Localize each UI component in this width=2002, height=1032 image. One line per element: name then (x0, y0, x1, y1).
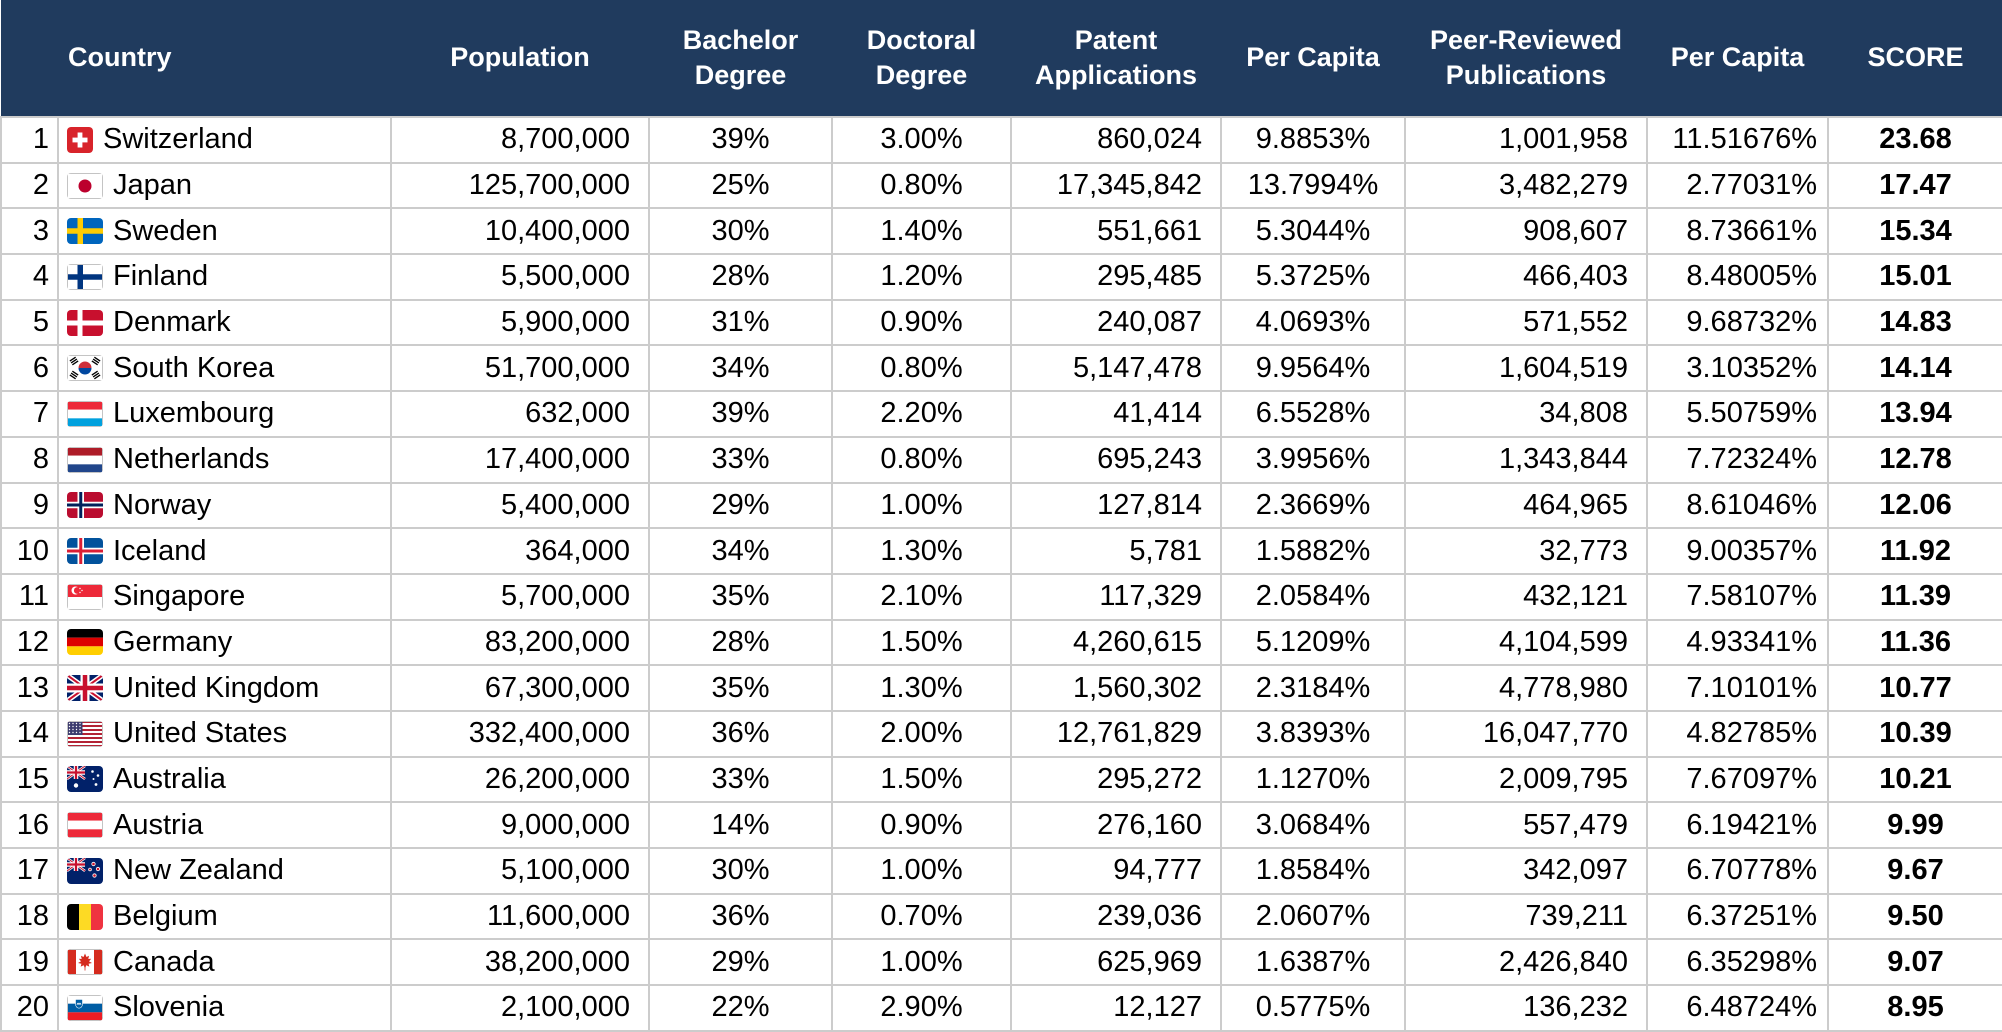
rank-cell[interactable]: 12 (1, 620, 58, 666)
country-cell[interactable] (58, 345, 391, 391)
table-row (1, 757, 2002, 803)
header-bachelor-degree[interactable]: Bachelor Degree (649, 0, 832, 117)
country-cell[interactable] (58, 894, 391, 940)
score-cell[interactable]: 15.01 (1828, 254, 2002, 300)
flag-japan-icon (67, 173, 103, 199)
flag-australia-icon (67, 766, 103, 792)
country-name: Iceland (113, 534, 207, 567)
publications-per-capita-cell[interactable]: 3.10352% (1647, 345, 1828, 391)
publications-per-capita-cell[interactable]: 6.70778% (1647, 848, 1828, 894)
table-body (1, 117, 2002, 1031)
country-cell[interactable] (58, 620, 391, 666)
country-name: Denmark (113, 306, 231, 339)
score-cell[interactable]: 23.68 (1828, 117, 2002, 163)
publications-per-capita-cell[interactable]: 8.73661% (1647, 208, 1828, 254)
publications-cell[interactable]: 34,808 (1405, 391, 1647, 437)
publications-per-capita-cell[interactable]: 7.10101% (1647, 665, 1828, 711)
patent-applications-cell[interactable]: 551,661 (1011, 208, 1221, 254)
flag-netherlands-icon (67, 447, 103, 473)
table-row (1, 437, 2002, 483)
score-cell[interactable]: 12.06 (1828, 483, 2002, 529)
country-name: United States (113, 717, 288, 750)
flag-canada-icon (67, 949, 103, 975)
bachelor-degree-cell[interactable]: 29% (649, 939, 832, 985)
table-row (1, 254, 2002, 300)
country-cell[interactable] (58, 300, 391, 346)
table-row (1, 802, 2002, 848)
publications-cell[interactable]: 32,773 (1405, 528, 1647, 574)
publications-cell[interactable]: 342,097 (1405, 848, 1647, 894)
country-name: New Zealand (113, 854, 284, 887)
country-cell[interactable] (58, 528, 391, 574)
score-cell[interactable]: 17.47 (1828, 163, 2002, 209)
patents-per-capita-cell[interactable]: 1.1270% (1221, 757, 1405, 803)
table-row (1, 208, 2002, 254)
population-cell[interactable]: 125,700,000 (391, 163, 649, 209)
doctoral-degree-cell[interactable]: 1.30% (832, 665, 1011, 711)
country-cell[interactable] (58, 985, 391, 1031)
patents-per-capita-cell[interactable]: 13.7994% (1221, 163, 1405, 209)
rank-cell[interactable]: 13 (1, 665, 58, 711)
score-cell[interactable]: 10.77 (1828, 665, 2002, 711)
flag-germany-icon (67, 629, 103, 655)
score-cell[interactable]: 12.78 (1828, 437, 2002, 483)
population-cell[interactable]: 10,400,000 (391, 208, 649, 254)
rank-cell[interactable]: 19 (1, 939, 58, 985)
bachelor-degree-cell[interactable]: 36% (649, 711, 832, 757)
publications-cell[interactable]: 432,121 (1405, 574, 1647, 620)
publications-per-capita-cell[interactable]: 4.82785% (1647, 711, 1828, 757)
patent-applications-cell[interactable]: 695,243 (1011, 437, 1221, 483)
rank-cell[interactable]: 2 (1, 163, 58, 209)
table-row (1, 894, 2002, 940)
bachelor-degree-cell[interactable]: 33% (649, 437, 832, 483)
bachelor-degree-cell[interactable]: 28% (649, 254, 832, 300)
patent-applications-cell[interactable]: 239,036 (1011, 894, 1221, 940)
publications-per-capita-cell[interactable]: 2.77031% (1647, 163, 1828, 209)
score-cell[interactable]: 9.50 (1828, 894, 2002, 940)
score-cell[interactable]: 15.34 (1828, 208, 2002, 254)
score-cell[interactable]: 11.92 (1828, 528, 2002, 574)
patent-applications-cell[interactable]: 17,345,842 (1011, 163, 1221, 209)
patents-per-capita-cell[interactable]: 9.8853% (1221, 117, 1405, 163)
patent-applications-cell[interactable]: 117,329 (1011, 574, 1221, 620)
country-cell[interactable] (58, 665, 391, 711)
score-cell[interactable]: 10.21 (1828, 757, 2002, 803)
country-name: Canada (113, 945, 215, 978)
flag-unitedkingdom-icon (67, 675, 103, 701)
patent-applications-cell[interactable]: 94,777 (1011, 848, 1221, 894)
flag-austria-icon (67, 812, 103, 838)
table-row (1, 117, 2002, 163)
rank-cell[interactable]: 20 (1, 985, 58, 1031)
population-cell[interactable]: 11,600,000 (391, 894, 649, 940)
publications-per-capita-cell[interactable]: 7.72324% (1647, 437, 1828, 483)
population-cell[interactable]: 2,100,000 (391, 985, 649, 1031)
publications-cell[interactable]: 1,001,958 (1405, 117, 1647, 163)
patent-applications-cell[interactable]: 625,969 (1011, 939, 1221, 985)
table-header (1, 0, 2002, 117)
publications-cell[interactable]: 4,778,980 (1405, 665, 1647, 711)
publications-per-capita-cell[interactable]: 9.00357% (1647, 528, 1828, 574)
table-row (1, 483, 2002, 529)
country-name: Switzerland (103, 123, 253, 156)
flag-finland-icon (67, 264, 103, 290)
publications-per-capita-cell[interactable]: 6.37251% (1647, 894, 1828, 940)
bachelor-degree-cell[interactable]: 33% (649, 757, 832, 803)
header-publications-per-capita[interactable]: Per Capita (1647, 0, 1828, 117)
header-rank[interactable] (1, 0, 58, 117)
table-row (1, 391, 2002, 437)
header-doctoral-degree[interactable]: Doctoral Degree (832, 0, 1011, 117)
country-name: Netherlands (113, 443, 270, 476)
country-cell[interactable] (58, 437, 391, 483)
bachelor-degree-cell[interactable]: 39% (649, 117, 832, 163)
score-cell[interactable]: 11.36 (1828, 620, 2002, 666)
doctoral-degree-cell[interactable]: 3.00% (832, 117, 1011, 163)
patents-per-capita-cell[interactable]: 5.3725% (1221, 254, 1405, 300)
country-name: Sweden (113, 214, 218, 247)
publications-cell[interactable]: 136,232 (1405, 985, 1647, 1031)
country-cell[interactable] (58, 757, 391, 803)
country-cell[interactable] (58, 117, 391, 163)
rank-cell[interactable]: 10 (1, 528, 58, 574)
bachelor-degree-cell[interactable]: 28% (649, 620, 832, 666)
rank-cell[interactable]: 17 (1, 848, 58, 894)
doctoral-degree-cell[interactable]: 1.00% (832, 483, 1011, 529)
doctoral-degree-cell[interactable]: 0.80% (832, 437, 1011, 483)
doctoral-degree-cell[interactable]: 1.20% (832, 254, 1011, 300)
flag-slovenia-icon (67, 995, 103, 1021)
table-row (1, 574, 2002, 620)
patents-per-capita-cell[interactable]: 6.5528% (1221, 391, 1405, 437)
country-name: Slovenia (113, 991, 225, 1024)
publications-cell[interactable]: 16,047,770 (1405, 711, 1647, 757)
flag-switzerland-icon (67, 127, 93, 153)
patent-applications-cell[interactable]: 1,560,302 (1011, 665, 1221, 711)
score-cell[interactable]: 11.39 (1828, 574, 2002, 620)
rank-cell[interactable]: 5 (1, 300, 58, 346)
population-cell[interactable]: 83,200,000 (391, 620, 649, 666)
publications-cell[interactable]: 3,482,279 (1405, 163, 1647, 209)
bachelor-degree-cell[interactable]: 35% (649, 574, 832, 620)
rank-cell[interactable]: 4 (1, 254, 58, 300)
country-cell[interactable] (58, 208, 391, 254)
patents-per-capita-cell[interactable]: 2.3669% (1221, 483, 1405, 529)
country-name: Singapore (113, 580, 246, 613)
flag-luxembourg-icon (67, 401, 103, 427)
publications-per-capita-cell[interactable]: 6.48724% (1647, 985, 1828, 1031)
flag-sweden-icon (67, 218, 103, 244)
population-cell[interactable]: 5,500,000 (391, 254, 649, 300)
table-row (1, 163, 2002, 209)
score-cell[interactable]: 9.99 (1828, 802, 2002, 848)
patents-per-capita-cell[interactable]: 5.1209% (1221, 620, 1405, 666)
doctoral-degree-cell[interactable]: 0.90% (832, 802, 1011, 848)
country-name: Belgium (113, 900, 218, 933)
table-row (1, 711, 2002, 757)
patents-per-capita-cell[interactable]: 9.9564% (1221, 345, 1405, 391)
header-row (1, 0, 2002, 117)
table-row (1, 848, 2002, 894)
publications-per-capita-cell[interactable]: 8.48005% (1647, 254, 1828, 300)
country-name: Germany (113, 625, 233, 658)
flag-norway-icon (67, 492, 103, 518)
doctoral-degree-cell[interactable]: 2.90% (832, 985, 1011, 1031)
patents-per-capita-cell[interactable]: 3.9956% (1221, 437, 1405, 483)
country-cell[interactable] (58, 254, 391, 300)
population-cell[interactable]: 17,400,000 (391, 437, 649, 483)
bachelor-degree-cell[interactable]: 29% (649, 483, 832, 529)
publications-cell[interactable]: 1,343,844 (1405, 437, 1647, 483)
score-cell[interactable]: 8.95 (1828, 985, 2002, 1031)
population-cell[interactable]: 632,000 (391, 391, 649, 437)
bachelor-degree-cell[interactable]: 34% (649, 345, 832, 391)
patents-per-capita-cell[interactable]: 1.6387% (1221, 939, 1405, 985)
publications-cell[interactable]: 466,403 (1405, 254, 1647, 300)
population-cell[interactable]: 26,200,000 (391, 757, 649, 803)
table-row (1, 985, 2002, 1031)
rank-cell[interactable]: 14 (1, 711, 58, 757)
rank-cell[interactable]: 18 (1, 894, 58, 940)
population-cell[interactable]: 38,200,000 (391, 939, 649, 985)
doctoral-degree-cell[interactable]: 2.00% (832, 711, 1011, 757)
patent-applications-cell[interactable]: 41,414 (1011, 391, 1221, 437)
population-cell[interactable]: 332,400,000 (391, 711, 649, 757)
score-cell[interactable]: 14.14 (1828, 345, 2002, 391)
bachelor-degree-cell[interactable]: 30% (649, 208, 832, 254)
publications-cell[interactable]: 4,104,599 (1405, 620, 1647, 666)
patent-applications-cell[interactable]: 295,272 (1011, 757, 1221, 803)
patents-per-capita-cell[interactable]: 1.8584% (1221, 848, 1405, 894)
country-cell[interactable] (58, 163, 391, 209)
score-cell[interactable]: 13.94 (1828, 391, 2002, 437)
population-cell[interactable]: 364,000 (391, 528, 649, 574)
population-cell[interactable]: 5,100,000 (391, 848, 649, 894)
doctoral-degree-cell[interactable]: 0.90% (832, 300, 1011, 346)
publications-cell[interactable]: 557,479 (1405, 802, 1647, 848)
patent-applications-cell[interactable]: 860,024 (1011, 117, 1221, 163)
population-cell[interactable]: 8,700,000 (391, 117, 649, 163)
publications-cell[interactable]: 571,552 (1405, 300, 1647, 346)
bachelor-degree-cell[interactable]: 31% (649, 300, 832, 346)
table-row (1, 939, 2002, 985)
bachelor-degree-cell[interactable]: 35% (649, 665, 832, 711)
rank-cell[interactable]: 1 (1, 117, 58, 163)
patents-per-capita-cell[interactable]: 2.0607% (1221, 894, 1405, 940)
patents-per-capita-cell[interactable]: 5.3044% (1221, 208, 1405, 254)
patent-applications-cell[interactable]: 12,761,829 (1011, 711, 1221, 757)
publications-cell[interactable]: 1,604,519 (1405, 345, 1647, 391)
country-cell[interactable] (58, 802, 391, 848)
publications-cell[interactable]: 464,965 (1405, 483, 1647, 529)
country-name: Australia (113, 762, 226, 795)
country-name: Japan (113, 169, 193, 202)
bachelor-degree-cell[interactable]: 36% (649, 894, 832, 940)
header-population[interactable]: Population (391, 0, 649, 117)
publications-per-capita-cell[interactable]: 11.51676% (1647, 117, 1828, 163)
population-cell[interactable]: 5,400,000 (391, 483, 649, 529)
score-cell[interactable]: 9.67 (1828, 848, 2002, 894)
country-cell[interactable] (58, 483, 391, 529)
doctoral-degree-cell[interactable]: 2.20% (832, 391, 1011, 437)
rank-cell[interactable]: 8 (1, 437, 58, 483)
country-name: Norway (113, 488, 212, 521)
country-cell[interactable] (58, 848, 391, 894)
patent-applications-cell[interactable]: 12,127 (1011, 985, 1221, 1031)
table-row (1, 528, 2002, 574)
bachelor-degree-cell[interactable]: 25% (649, 163, 832, 209)
population-cell[interactable]: 5,900,000 (391, 300, 649, 346)
table-row (1, 620, 2002, 666)
rank-cell[interactable]: 15 (1, 757, 58, 803)
country-name: Finland (113, 260, 209, 293)
country-cell[interactable] (58, 391, 391, 437)
doctoral-degree-cell[interactable]: 1.00% (832, 939, 1011, 985)
publications-per-capita-cell[interactable]: 5.50759% (1647, 391, 1828, 437)
flag-denmark-icon (67, 310, 103, 336)
publications-per-capita-cell[interactable]: 4.93341% (1647, 620, 1828, 666)
flag-iceland-icon (67, 538, 103, 564)
flag-belgium-icon (67, 904, 103, 930)
patent-applications-cell[interactable]: 295,485 (1011, 254, 1221, 300)
country-name: Austria (113, 808, 204, 841)
patent-applications-cell[interactable]: 127,814 (1011, 483, 1221, 529)
patents-per-capita-cell[interactable]: 3.8393% (1221, 711, 1405, 757)
patent-applications-cell[interactable]: 5,147,478 (1011, 345, 1221, 391)
score-cell[interactable]: 9.07 (1828, 939, 2002, 985)
rank-cell[interactable]: 11 (1, 574, 58, 620)
doctoral-degree-cell[interactable]: 1.30% (832, 528, 1011, 574)
bachelor-degree-cell[interactable]: 39% (649, 391, 832, 437)
publications-per-capita-cell[interactable]: 6.35298% (1647, 939, 1828, 985)
bachelor-degree-cell[interactable]: 30% (649, 848, 832, 894)
header-patent-applications[interactable]: Patent Applications (1011, 0, 1221, 117)
publications-per-capita-cell[interactable]: 8.61046% (1647, 483, 1828, 529)
header-score[interactable]: SCORE (1828, 0, 2002, 117)
patent-applications-cell[interactable]: 5,781 (1011, 528, 1221, 574)
country-cell[interactable] (58, 939, 391, 985)
patent-applications-cell[interactable]: 276,160 (1011, 802, 1221, 848)
country-name: South Korea (113, 351, 275, 384)
patents-per-capita-cell[interactable]: 2.3184% (1221, 665, 1405, 711)
header-patents-per-capita[interactable]: Per Capita (1221, 0, 1405, 117)
country-name: United Kingdom (113, 671, 320, 704)
population-cell[interactable]: 67,300,000 (391, 665, 649, 711)
score-cell[interactable]: 14.83 (1828, 300, 2002, 346)
rank-cell[interactable]: 7 (1, 391, 58, 437)
table-row (1, 345, 2002, 391)
patents-per-capita-cell[interactable]: 1.5882% (1221, 528, 1405, 574)
country-cell[interactable] (58, 711, 391, 757)
header-country[interactable]: Country (58, 0, 391, 117)
rank-cell[interactable]: 3 (1, 208, 58, 254)
country-name: Luxembourg (113, 397, 275, 430)
doctoral-degree-cell[interactable]: 0.80% (832, 345, 1011, 391)
patents-per-capita-cell[interactable]: 4.0693% (1221, 300, 1405, 346)
publications-cell[interactable]: 739,211 (1405, 894, 1647, 940)
publications-per-capita-cell[interactable]: 6.19421% (1647, 802, 1828, 848)
population-cell[interactable]: 51,700,000 (391, 345, 649, 391)
patents-per-capita-cell[interactable]: 3.0684% (1221, 802, 1405, 848)
doctoral-degree-cell[interactable]: 1.50% (832, 757, 1011, 803)
flag-southkorea-icon (67, 355, 103, 381)
publications-per-capita-cell[interactable]: 7.67097% (1647, 757, 1828, 803)
flag-unitedstates-icon (67, 721, 103, 747)
rank-cell[interactable]: 6 (1, 345, 58, 391)
patent-applications-cell[interactable]: 240,087 (1011, 300, 1221, 346)
bachelor-degree-cell[interactable]: 22% (649, 985, 832, 1031)
score-cell[interactable]: 10.39 (1828, 711, 2002, 757)
rank-cell[interactable]: 16 (1, 802, 58, 848)
table-row (1, 300, 2002, 346)
patent-applications-cell[interactable]: 4,260,615 (1011, 620, 1221, 666)
flag-newzealand-icon (67, 858, 103, 884)
doctoral-degree-cell[interactable]: 0.70% (832, 894, 1011, 940)
patents-per-capita-cell[interactable]: 2.0584% (1221, 574, 1405, 620)
rank-cell[interactable]: 9 (1, 483, 58, 529)
bachelor-degree-cell[interactable]: 34% (649, 528, 832, 574)
publications-cell[interactable]: 2,009,795 (1405, 757, 1647, 803)
publications-cell[interactable]: 908,607 (1405, 208, 1647, 254)
publications-cell[interactable]: 2,426,840 (1405, 939, 1647, 985)
table-row (1, 665, 2002, 711)
header-peer-reviewed-publications[interactable]: Peer-Reviewed Publications (1405, 0, 1647, 117)
doctoral-degree-cell[interactable]: 1.00% (832, 848, 1011, 894)
doctoral-degree-cell[interactable]: 2.10% (832, 574, 1011, 620)
population-cell[interactable]: 5,700,000 (391, 574, 649, 620)
patents-per-capita-cell[interactable]: 0.5775% (1221, 985, 1405, 1031)
flag-singapore-icon (67, 584, 103, 610)
publications-per-capita-cell[interactable]: 9.68732% (1647, 300, 1828, 346)
bachelor-degree-cell[interactable]: 14% (649, 802, 832, 848)
country-cell[interactable] (58, 574, 391, 620)
publications-per-capita-cell[interactable]: 7.58107% (1647, 574, 1828, 620)
doctoral-degree-cell[interactable]: 1.40% (832, 208, 1011, 254)
doctoral-degree-cell[interactable]: 1.50% (832, 620, 1011, 666)
population-cell[interactable]: 9,000,000 (391, 802, 649, 848)
doctoral-degree-cell[interactable]: 0.80% (832, 163, 1011, 209)
